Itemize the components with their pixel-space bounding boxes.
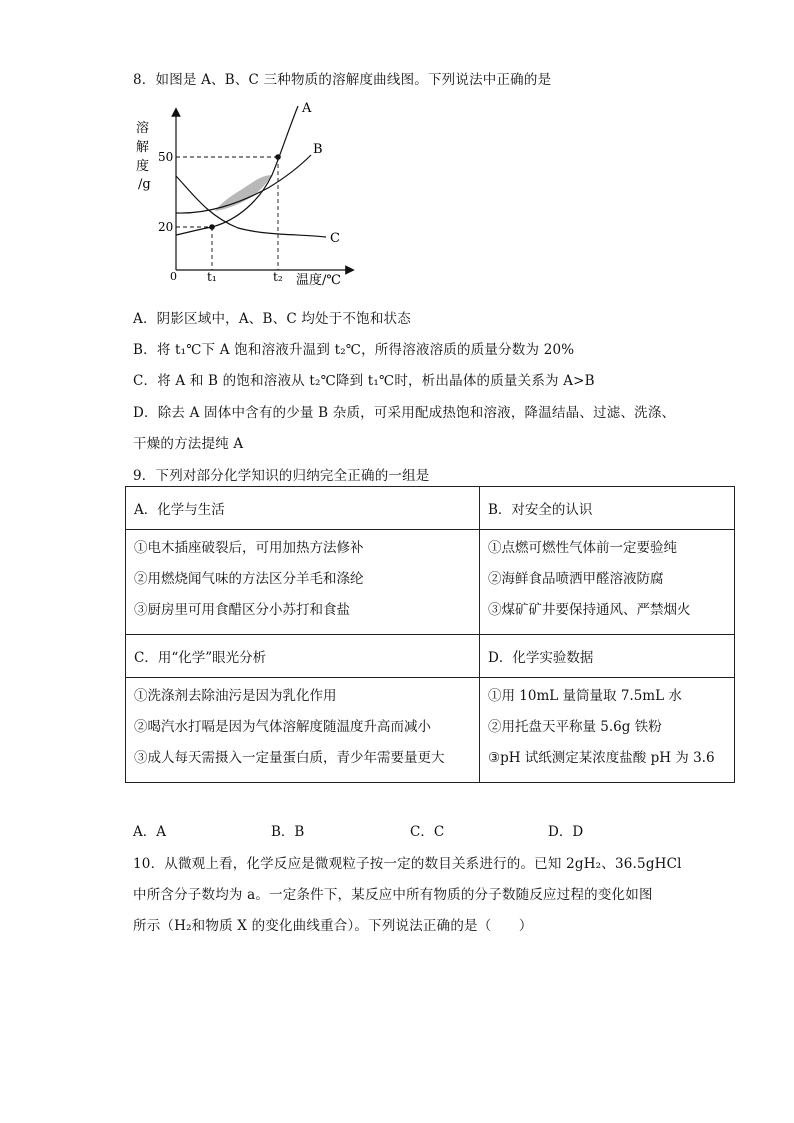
y-tick-20: 20 — [158, 220, 174, 234]
curve-a-label: A — [302, 101, 312, 116]
cell-c-body — [126, 678, 480, 783]
x-tick-t1: t₁ — [207, 270, 217, 284]
cell-a-item-1: ①电木插座破裂后，可用加热方法修补 — [134, 540, 364, 556]
q9-choice-d[interactable]: D．D — [548, 824, 584, 840]
cell-d-body — [480, 678, 735, 783]
y-axis-label-3: 度 — [136, 159, 150, 174]
cell-c-title: C．用“化学”眼光分析 — [126, 635, 480, 678]
x-tick-t2: t₂ — [273, 270, 283, 284]
shaded-region — [215, 175, 272, 211]
curve-a — [176, 106, 298, 235]
cell-b-body — [480, 530, 735, 635]
cell-a-item-2: ②用燃烧闻气味的方法区分羊毛和涤纶 — [134, 571, 364, 587]
point-t1-20 — [209, 224, 215, 230]
cell-b-item-2: ②海鲜食品喷洒甲醛溶液防腐 — [488, 571, 664, 587]
curve-b-label: B — [313, 142, 323, 157]
q9-stem: 9．下列对部分化学知识的归纳完全正确的一组是 — [133, 468, 430, 484]
cell-c-item-1: ①洗涤剂去除油污是因为乳化作用 — [134, 688, 337, 704]
cell-b-item-1: ①点燃可燃性气体前一定要验纯 — [488, 540, 677, 556]
cell-d-item-1: ①用 10mL 量筒量取 7.5mL 水 — [488, 688, 682, 704]
y-axis-label-2: 解 — [136, 140, 150, 155]
cell-d-item-2: ②用托盘天平称量 5.6g 铁粉 — [488, 719, 662, 735]
q9-table — [125, 486, 735, 783]
cell-a-item-3: ③厨房里可用食醋区分小苏打和食盐 — [134, 602, 350, 618]
y-axis-label-1: 溶 — [136, 121, 150, 136]
cell-b-title: B．对安全的认识 — [480, 487, 735, 530]
point-t2-50 — [275, 154, 281, 160]
x-axis-label: 温度/℃ — [296, 273, 341, 288]
q8-option-b: B．将 t₁℃下 A 饱和溶液升温到 t₂℃，所得溶液溶质的质量分数为 20% — [133, 342, 575, 358]
cell-d-title: D．化学实验数据 — [480, 635, 735, 678]
q8-option-a: A．阴影区域中，A、B、C 均处于不饱和状态 — [133, 311, 411, 327]
solubility-chart — [128, 96, 358, 292]
q8-stem: 8．如图是 A、B、C 三种物质的溶解度曲线图。下列说法中正确的是 — [133, 72, 552, 88]
y-tick-50: 50 — [158, 150, 174, 164]
q8-option-d: D．除去 A 固体中含有的少量 B 杂质，可采用配成热饱和溶液，降温结晶、过滤、洗涤、 — [133, 405, 676, 421]
cell-b-item-3: ③煤矿矿井要保持通风、严禁烟火 — [488, 602, 691, 618]
q10-line-3: 所示（H₂和物质 X 的变化曲线重合）。下列说法正确的是（ ） — [133, 918, 533, 934]
origin-label: 0 — [170, 270, 177, 283]
cell-d-item-3: ③pH 试纸测定某浓度盐酸 pH 为 3.6 — [488, 750, 715, 766]
cell-a-title: A．化学与生活 — [126, 487, 480, 530]
curve-c-label: C — [330, 231, 340, 246]
cell-a-body — [126, 530, 480, 635]
cell-c-item-2: ②喝汽水打嗝是因为气体溶解度随温度升高而减小 — [134, 719, 431, 735]
q8-option-c: C．将 A 和 B 的饱和溶液从 t₂℃降到 t₁℃时，析出晶体的质量关系为 A>B — [133, 373, 595, 389]
q9-choice-a[interactable]: A．A — [133, 824, 166, 840]
y-axis-label-4: /g — [138, 177, 151, 192]
curve-b — [176, 155, 311, 213]
q9-choice-c[interactable]: C．C — [410, 824, 445, 840]
q10-line-1: 10．从微观上看，化学反应是微观粒子按一定的数目关系进行的。已知 2gH₂、36.5gHCl — [133, 856, 682, 872]
q9-choice-b[interactable]: B．B — [271, 824, 305, 840]
q8-option-d-cont: 干燥的方法提纯 A — [133, 436, 244, 452]
q10-line-2: 中所含分子数均为 a。一定条件下，某反应中所有物质的分子数随反应过程的变化如图 — [133, 887, 653, 903]
cell-c-item-3: ③成人每天需摄入一定量蛋白质，青少年需要量更大 — [134, 750, 445, 766]
